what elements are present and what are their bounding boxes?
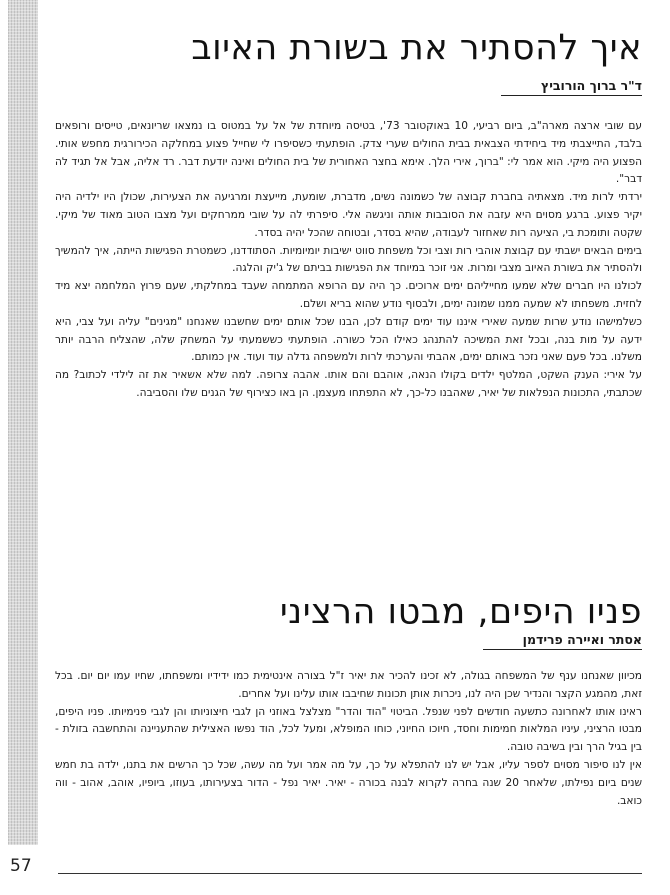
footer-rule xyxy=(58,873,642,874)
article-1-paragraph: לכולנו היו חברים שלא שמעו מחייליהם ימים ארוכים. כך היה עם הרופא המתמחה שעבד במחלקתי, שעם פרוץ המלחמה יצא מיד לחזית. משפחתו לא שמעה ממנו שמונה ימים, ולבסוף נודע שהוא בריא ושלם. xyxy=(55,280,642,310)
article-1-paragraph: כשלמישהו נודע שרות שמעה שאירי איננו עוד ימים קודם לכן, הבנו שכל אותם ימים שחשבנו שאנחנו "מגינים" עליה ועל צבי, היא ידעה על מות בנה, ובכל זאת המשיכה להתנהג כאילו הכל כשורה. הופתעתי כששמעתי על המשחק שלה, שהצליח הרבה יותר משלנו. בכל פעם שאני נזכר באותם ימים, אהבתי והערכתי לרות ולמשפחה גדלה עוד ועוד. אין כמותם. xyxy=(55,315,642,364)
article-2-paragraph: ראינו אותו לאחרונה כתשעה חודשים לפני שנפל. הביטוי "הוד והדר" מצלצל באוזני הן לגבי חיצוניותו והן לגבי פנימיותו. פניו היפים, מבטו הרציני, עיניו המלאות חמימות וחסד, חיוכו החיוני, כוחו המופלא, ומעל לכל, הוד נפשו האצילית שהתעניינה והתחשבה בזולת - בין בגיל הרך ובין בשיבה טובה. xyxy=(55,705,642,754)
article-2-body xyxy=(55,668,642,810)
scan-margin-strip xyxy=(8,0,38,845)
article-2-paragraph: אין לנו סיפור מסוים לספר עליו, אבל יש לנו להתפלא על כך, על מה אמר ועל מה עשה, שכל כך הרשים את בתנו, ילדה בת חמש שנים ביום נפילתו, שלאחר 20 שנה בחרה לקרוא לבנה בכורה - יאיר. יאיר נפל - הדור בצעירותו, בעוזו, ביופיו, אוהב, אהוב - ווה כואב. xyxy=(55,758,642,807)
article-1-paragraph: על אירי: הענק השקט, המלטף ילדים בקולו הנאה, אוהבם והם אותו. אהבה צרופה. למה שלא אשאיר את זה לילדי לכתוב? מה שכתבתי, התכונות הנפלאות של יאיר, שאהבנו כל-כך, לא התפתחו מעצמן. הן באו כצירוף של הגנים שלו והסביבה. xyxy=(55,369,642,399)
article-1-paragraph: בימים הבאים ישבתי עם קבוצת אוהבי רות וצבי וכל משפחת סווט ישיבות יומיומיות. הסתודדנו, כשמטרת הפגישות הייתה, איך להמשיך ולהסתיר את בשורת האיוב מצבי ומרות. אני זוכר במיוחד את הפגישות בביתם של ג'יק והלגה. xyxy=(55,244,642,275)
article-1-body xyxy=(55,118,642,403)
article-1-paragraph: עם שובי ארצה מארה"ב, ביום רביעי, 10 באוקטובר 73', בטיסה מיוחדת של אל על במטוס בו נמצאו שריונאים, טייסים ורופאים בלבד, התייצבתי מיד ביחידתי הצבאית בבית החולים שערי צדק. הופתעתי כשסיפרו לי שחייל פצוע במחלקה הכירורגית מחפש אותי. הפצוע היה מיקי. הוא אמר לי: "ברוך, אירי הלך. אימא בחצר האחורית של בית החולים ואינה יודעת דבר. רד אליה, אבל אל תגיד לה דבר". xyxy=(55,120,642,186)
article-1-author: ד"ר ברוך הורוביץ xyxy=(501,78,642,96)
page-number: 57 xyxy=(10,856,32,876)
article-2-author: אסתר ואיירה פרידמן xyxy=(483,632,642,650)
article-2-title: פניו היפים, מבטו הרציני xyxy=(279,592,642,632)
article-1-title: איך להסתיר את בשורת האיוב xyxy=(191,28,642,68)
article-2-paragraph: מכיוון שאנחנו ענף של המשפחה בגולה, לא זכינו להכיר את יאיר ז"ל בצורה אינטימית כמו ידידיו ומשפחתו, שחיו עמו יום יום. בכל זאת, מהמגע הקצר והנדיר שכן היה לנו, ניכרות אותן תכונות שחיבבו אותו עלינו ועל אחרים. xyxy=(55,670,642,700)
article-1-paragraph: ירדתי לרות מיד. מצאתיה בחברת קבוצה של כשמונה נשים, מדברת, שומעת, מייעצת ומרגיעה את הצעירות, שכולן היו ילדיה היה יקיר פצוע. ברגע מסוים היא עזבה את הסובבות אותה וניגשה אלי. סיפרתי לה על שובי ממרחקים ועל מצבו הטוב מאוד של מיקי. שקטה ותומכת בי, הציעה רות שאחזור לעבודה, שהיא בסדר, ובטוחה שהכל יהיה בסדר. xyxy=(55,191,642,239)
